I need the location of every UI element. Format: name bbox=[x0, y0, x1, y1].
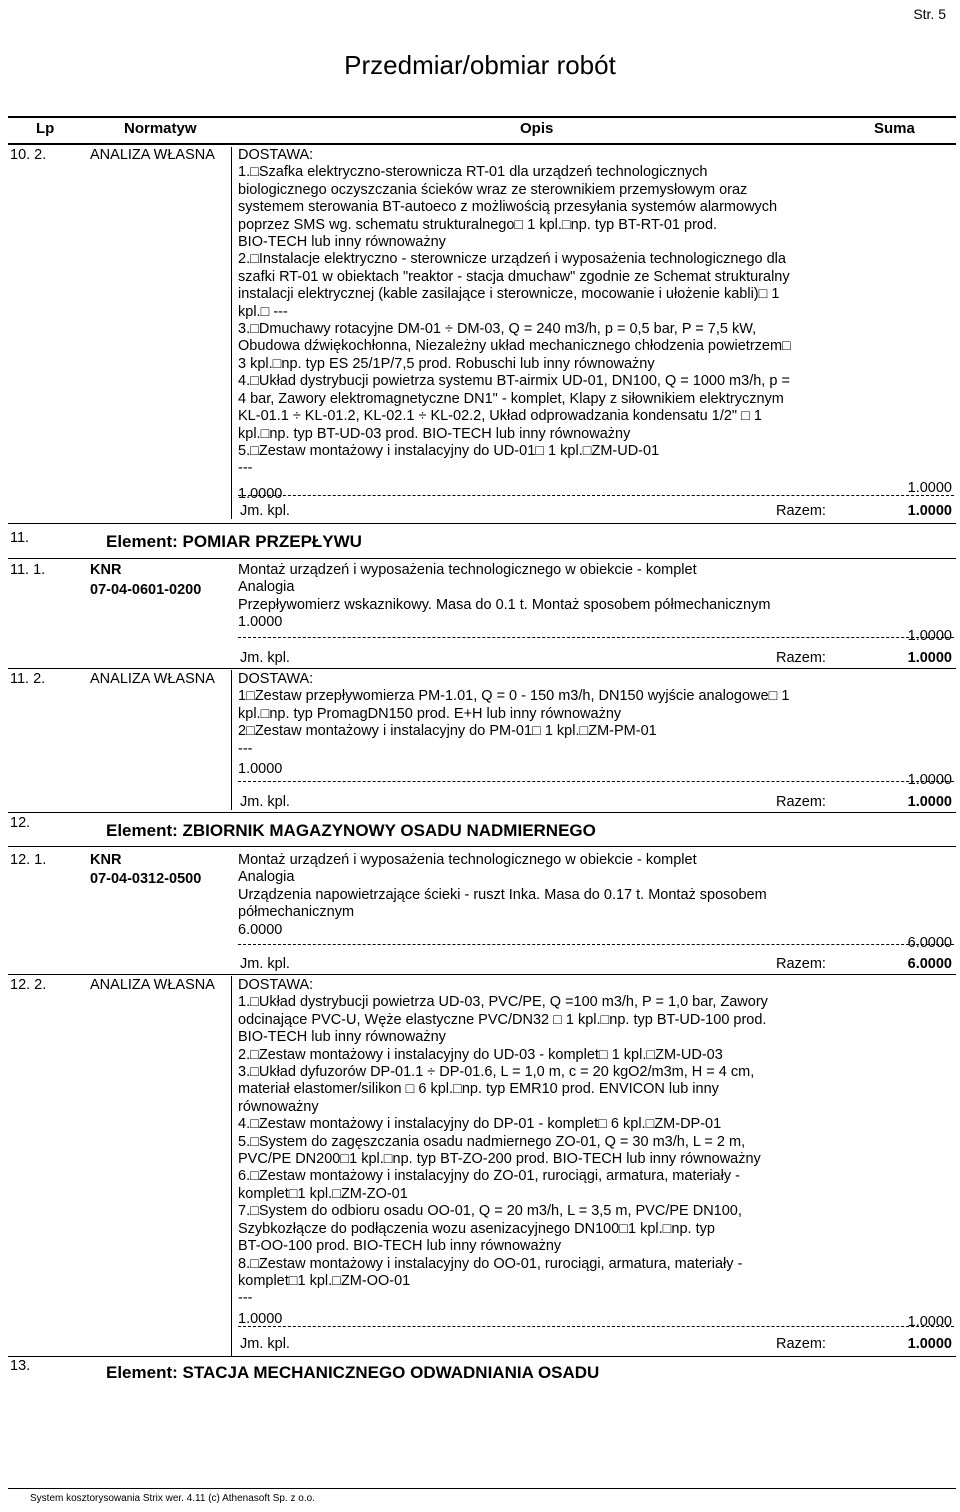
razem-label: Razem: bbox=[776, 794, 826, 810]
desc-line: 1.0000 bbox=[238, 614, 283, 631]
row-sum: 1.0000 bbox=[907, 772, 952, 788]
dashed-separator bbox=[238, 944, 954, 945]
desc-line: BT-OO-100 prod. BIO-TECH lub inny równoważny bbox=[238, 1238, 562, 1255]
row-normatyw: ANALIZA WŁASNA bbox=[90, 147, 215, 163]
row-lp: 12. 2. bbox=[10, 977, 47, 993]
element-title: Element: STACJA MECHANICZNEGO ODWADNIANIA OSADU bbox=[106, 1363, 600, 1382]
row-lp: 10. 2. bbox=[10, 147, 47, 163]
desc-line: 8.□Zestaw montażowy i instalacyjny do OO-01, rurociągi, armatura, materiały - bbox=[238, 1255, 743, 1272]
desc-line: 1.0000 bbox=[238, 761, 283, 778]
col-lp: Lp bbox=[36, 120, 55, 137]
desc-line: systemem sterowania BT-autoeco z możliwością przesyłania systemów alarmowych bbox=[238, 199, 778, 216]
razem-label: Razem: bbox=[776, 1336, 826, 1352]
desc-line: BIO-TECH lub inny równoważny bbox=[238, 234, 446, 251]
desc-line: materiał elastomer/silikon □ 6 kpl.□np. typ EMR10 prod. ENVICON lub inny bbox=[238, 1081, 719, 1098]
desc-line: 2.□Zestaw montażowy i instalacyjny do UD-03 - komplet□ 1 kpl.□ZM-UD-03 bbox=[238, 1046, 723, 1063]
element-lp: 11. bbox=[10, 530, 30, 546]
unit-label: Jm. kpl. bbox=[240, 503, 290, 519]
column-divider bbox=[231, 670, 232, 810]
col-normatyw: Normatyw bbox=[124, 120, 197, 137]
desc-line: kpl.□np. typ BT-UD-03 prod. BIO-TECH lub inny równoważny bbox=[238, 425, 631, 442]
desc-line: 2.□Instalacje elektryczno - sterownicze urządzeń i wyposażenia technologicznego dla bbox=[238, 251, 786, 268]
column-divider bbox=[231, 976, 232, 1356]
razem-value: 6.0000 bbox=[907, 956, 952, 972]
row-description bbox=[238, 977, 838, 1328]
table-header bbox=[8, 116, 956, 142]
page-title: Przedmiar/obmiar robót bbox=[344, 50, 616, 80]
desc-line: 3.□Układ dyfuzorów DP-01.1 ÷ DP-01.6, L = 1,0 m, c = 20 kgO2/m3m, H = 4 cm, bbox=[238, 1064, 755, 1081]
desc-line: Szybkozłącze do podłączenia wozu asenizacyjnego DN100□1 kpl.□np. typ bbox=[238, 1220, 715, 1237]
desc-line: równoważny bbox=[238, 1098, 319, 1115]
element-lp: 13. bbox=[10, 1358, 31, 1374]
razem-value: 1.0000 bbox=[907, 794, 952, 810]
desc-line: 7.□System do odbioru osadu OO-01, Q = 20 m3/h, L = 3,5 m, PVC/PE DN100, bbox=[238, 1203, 742, 1220]
footer-rule bbox=[8, 1488, 956, 1489]
desc-line: KL-01.1 ÷ KL-01.2, KL-02.1 ÷ KL-02.2, Układ odprowadzania kondensatu 1/2" □ 1 bbox=[238, 408, 762, 425]
desc-line: 3 kpl.□np. typ ES 25/1P/7,5 prod. Robuschi lub inny równoważny bbox=[238, 355, 655, 372]
knr-code: 07-04-0601-0200 bbox=[90, 582, 202, 598]
desc-line: odcinające PVC-U, Węże elastyczne PVC/DN32 □ 1 kpl.□np. typ BT-UD-100 prod. bbox=[238, 1011, 767, 1028]
row-normatyw: ANALIZA WŁASNA bbox=[90, 671, 215, 687]
knr-label: KNR bbox=[90, 852, 122, 868]
desc-line: biologicznego oczyszczania ścieków wraz ze sterownikiem przemysłowym oraz bbox=[238, 181, 748, 198]
row-rule bbox=[8, 523, 956, 524]
desc-line: 3.□Dmuchawy rotacyjne DM-01 ÷ DM-03, Q = 240 m3/h, p = 0,5 bar, P = 7,5 kW, bbox=[238, 321, 757, 338]
knr-code: 07-04-0312-0500 bbox=[90, 871, 202, 887]
desc-line: 4.□Układ dystrybucji powietrza systemu BT-airmix UD-01, DN100, Q = 1000 m3/h, p = bbox=[238, 373, 790, 390]
row-lp: 11. 2. bbox=[10, 671, 46, 687]
desc-line: komplet□1 kpl.□ZM-OO-01 bbox=[238, 1272, 411, 1289]
column-divider bbox=[231, 147, 232, 519]
desc-line: DOSTAWA: bbox=[238, 671, 314, 687]
desc-line: instalacji elektrycznej (kable zasilające i sterownicze, mocowanie i ułożenie kabli)□ 1 bbox=[238, 286, 780, 303]
desc-line: 1.0000 bbox=[238, 485, 283, 502]
col-opis: Opis bbox=[520, 120, 554, 137]
razem-label: Razem: bbox=[776, 503, 826, 519]
desc-line: 1.0000 bbox=[238, 1310, 283, 1327]
razem-value: 1.0000 bbox=[907, 1336, 952, 1352]
desc-line: 6.0000 bbox=[238, 921, 283, 938]
desc-line: 1.□Układ dystrybucji powietrza UD-03, PVC/PE, Q =100 m3/h, P = 1,0 bar, Zawory bbox=[238, 994, 768, 1011]
row-description bbox=[238, 671, 838, 778]
razem-label: Razem: bbox=[776, 650, 826, 666]
unit-label: Jm. kpl. bbox=[240, 956, 290, 972]
header-bottom-rule bbox=[8, 143, 956, 145]
unit-label: Jm. kpl. bbox=[240, 650, 290, 666]
footer-text: System kosztorysowania Strix wer. 4.11 (c) Athenasoft Sp. z o.o. bbox=[30, 1493, 315, 1504]
desc-line: Analogia bbox=[238, 579, 295, 596]
desc-line: DOSTAWA: bbox=[238, 977, 314, 993]
row-description bbox=[238, 852, 838, 939]
desc-line: Analogia bbox=[238, 869, 295, 886]
dashed-separator bbox=[238, 637, 954, 638]
row-sum: 1.0000 bbox=[907, 480, 952, 496]
row-rule bbox=[8, 1356, 956, 1357]
row-rule bbox=[8, 812, 956, 813]
dashed-separator bbox=[238, 495, 954, 496]
desc-line: --- bbox=[238, 740, 253, 757]
row-normatyw: ANALIZA WŁASNA bbox=[90, 977, 215, 993]
desc-line: szafki RT-01 w obiektach "reaktor - stacja dmuchaw" zgodnie ze Schemat strukturalny bbox=[238, 268, 790, 285]
razem-label: Razem: bbox=[776, 956, 826, 972]
razem-value: 1.0000 bbox=[907, 503, 952, 519]
desc-line: Obudowa dźwiękochłonna, Niezależny układ mechanicznego chłodzenia powietrzem□ bbox=[238, 338, 791, 355]
desc-line: 1.□Szafka elektryczno-sterownicza RT-01 dla urządzeń technologicznych bbox=[238, 164, 708, 181]
element-title: Element: POMIAR PRZEPŁYWU bbox=[106, 532, 362, 551]
dashed-separator bbox=[238, 1326, 954, 1327]
row-sum: 1.0000 bbox=[907, 628, 952, 644]
col-suma: Suma bbox=[874, 120, 915, 137]
row-lp: 12. 1. bbox=[10, 852, 47, 868]
desc-line: 4.□Zestaw montażowy i instalacyjny do DP-01 - komplet□ 6 kpl.□ZM-DP-01 bbox=[238, 1116, 722, 1133]
unit-label: Jm. kpl. bbox=[240, 1336, 290, 1352]
desc-line: Urządzenia napowietrzające ścieki - ruszt Inka. Masa do 0.17 t. Montaż sposobem bbox=[238, 886, 767, 903]
dashed-separator bbox=[238, 781, 954, 782]
desc-line: Montaż urządzeń i wyposażenia technologicznego w obiekcie - komplet bbox=[238, 562, 697, 578]
desc-line: 4 bar, Zawory elektromagnetyczne DN1" - komplet, Klapy z siłownikiem elektrycznym bbox=[238, 390, 784, 407]
desc-line: PVC/PE DN200□1 kpl.□np. typ BT-ZO-200 prod. BIO-TECH lub inny równoważny bbox=[238, 1151, 761, 1168]
page-number: Str. 5 bbox=[913, 6, 946, 22]
knr-label: KNR bbox=[90, 562, 122, 578]
desc-line: 5.□System do zagęszczania osadu nadmiernego ZO-01, Q = 30 m3/h, L = 2 m, bbox=[238, 1133, 746, 1150]
row-lp: 11. 1. bbox=[10, 562, 46, 578]
desc-line: komplet□1 kpl.□ZM-ZO-01 bbox=[238, 1185, 408, 1202]
desc-line: 2□Zestaw montażowy i instalacyjny do PM-01□ 1 kpl.□ZM-PM-01 bbox=[238, 723, 657, 740]
desc-line: --- bbox=[238, 1290, 253, 1307]
row-sum: 6.0000 bbox=[907, 935, 952, 951]
desc-line: 1□Zestaw przepływomierza PM-1.01, Q = 0 - 150 m3/h, DN150 wyjście analogowe□ 1 bbox=[238, 688, 790, 705]
element-lp: 12. bbox=[10, 815, 31, 831]
row-rule bbox=[8, 974, 956, 975]
desc-line: --- bbox=[238, 460, 253, 477]
desc-line: Przepływomierz wskaznikowy. Masa do 0.1 t. Montaż sposobem półmechanicznym bbox=[238, 596, 771, 613]
desc-line: Montaż urządzeń i wyposażenia technologicznego w obiekcie - komplet bbox=[238, 852, 697, 868]
desc-line: 6.□Zestaw montażowy i instalacyjny do ZO-01, rurociągi, armatura, materiały - bbox=[238, 1168, 740, 1185]
row-rule bbox=[8, 558, 956, 559]
desc-line: półmechanicznym bbox=[238, 904, 355, 921]
desc-line: kpl.□ --- bbox=[238, 303, 288, 320]
razem-value: 1.0000 bbox=[907, 650, 952, 666]
desc-line: BIO-TECH lub inny równoważny bbox=[238, 1029, 446, 1046]
row-rule bbox=[8, 846, 956, 847]
desc-line: kpl.□np. typ PromagDN150 prod. E+H lub inny równoważny bbox=[238, 705, 622, 722]
unit-label: Jm. kpl. bbox=[240, 794, 290, 810]
desc-line: poprzez SMS wg. schematu strukturalnego□ 1 kpl.□np. typ BT-RT-01 prod. bbox=[238, 216, 718, 233]
desc-line: 5.□Zestaw montażowy i instalacyjny do UD-01□ 1 kpl.□ZM-UD-01 bbox=[238, 442, 660, 459]
row-sum: 1.0000 bbox=[907, 1314, 952, 1330]
desc-line: DOSTAWA: bbox=[238, 147, 314, 163]
row-rule bbox=[8, 668, 956, 669]
element-title: Element: ZBIORNIK MAGAZYNOWY OSADU NADMIERNEGO bbox=[106, 821, 596, 840]
row-description bbox=[238, 147, 838, 503]
row-description bbox=[238, 562, 838, 632]
